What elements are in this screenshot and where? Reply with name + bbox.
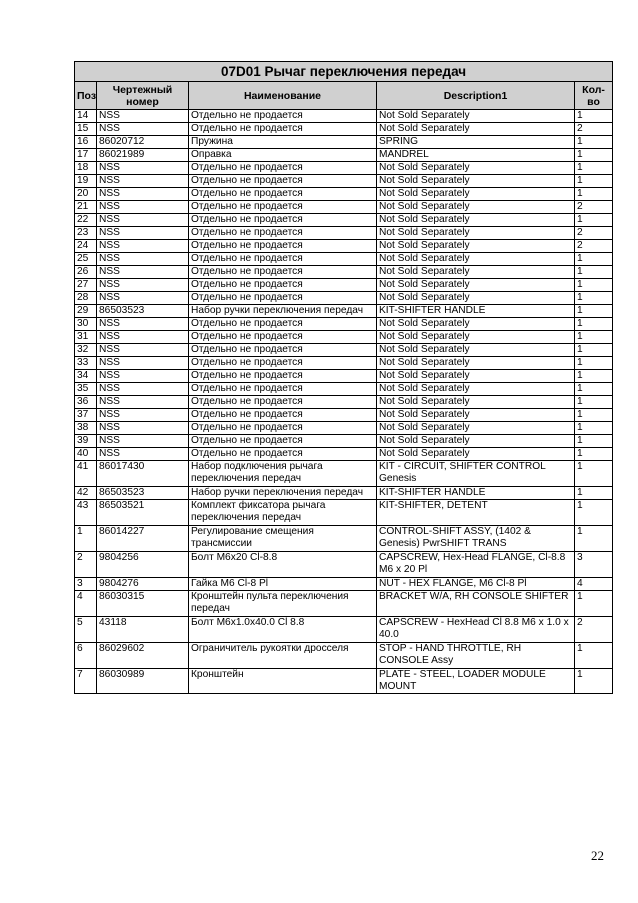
cell-description: Not Sold Separately xyxy=(377,266,575,279)
cell-qty: 2 xyxy=(575,123,613,136)
cell-drawing-number: 86014227 xyxy=(97,526,189,552)
cell-name: Отдельно не продается xyxy=(189,448,377,461)
table-row xyxy=(75,526,613,552)
cell-qty: 1 xyxy=(575,370,613,383)
table-row xyxy=(75,240,613,253)
cell-drawing-number: NSS xyxy=(97,266,189,279)
cell-pos: 22 xyxy=(75,214,97,227)
cell-qty: 1 xyxy=(575,175,613,188)
table-title: 07D01 Рычаг переключения передач xyxy=(75,62,613,82)
table-row xyxy=(75,643,613,669)
cell-pos: 39 xyxy=(75,435,97,448)
cell-qty: 1 xyxy=(575,422,613,435)
cell-drawing-number: NSS xyxy=(97,370,189,383)
cell-drawing-number: 86029602 xyxy=(97,643,189,669)
cell-qty: 1 xyxy=(575,188,613,201)
cell-qty: 1 xyxy=(575,526,613,552)
cell-drawing-number: NSS xyxy=(97,162,189,175)
cell-description: Not Sold Separately xyxy=(377,110,575,123)
cell-description: Not Sold Separately xyxy=(377,331,575,344)
cell-name: Отдельно не продается xyxy=(189,370,377,383)
cell-pos: 6 xyxy=(75,643,97,669)
table-row xyxy=(75,617,613,643)
cell-qty: 1 xyxy=(575,383,613,396)
cell-qty: 1 xyxy=(575,396,613,409)
cell-description: Not Sold Separately xyxy=(377,279,575,292)
cell-qty: 1 xyxy=(575,487,613,500)
table-row xyxy=(75,422,613,435)
cell-description: STOP - HAND THROTTLE, RH CONSOLE Assy xyxy=(377,643,575,669)
cell-pos: 31 xyxy=(75,331,97,344)
cell-description: Not Sold Separately xyxy=(377,214,575,227)
table-row xyxy=(75,461,613,487)
cell-drawing-number: 86030989 xyxy=(97,669,189,694)
table-row xyxy=(75,123,613,136)
cell-description: Not Sold Separately xyxy=(377,188,575,201)
cell-name: Отдельно не продается xyxy=(189,422,377,435)
cell-description: Not Sold Separately xyxy=(377,253,575,266)
cell-qty: 1 xyxy=(575,292,613,305)
cell-name: Болт M6x20 Cl-8.8 xyxy=(189,552,377,578)
table-row xyxy=(75,383,613,396)
cell-pos: 3 xyxy=(75,578,97,591)
cell-drawing-number: NSS xyxy=(97,396,189,409)
cell-pos: 35 xyxy=(75,383,97,396)
cell-drawing-number: NSS xyxy=(97,331,189,344)
cell-drawing-number: NSS xyxy=(97,409,189,422)
cell-drawing-number: 9804256 xyxy=(97,552,189,578)
cell-name: Отдельно не продается xyxy=(189,162,377,175)
cell-pos: 34 xyxy=(75,370,97,383)
cell-drawing-number: 86503521 xyxy=(97,500,189,526)
cell-drawing-number: NSS xyxy=(97,422,189,435)
cell-name: Отдельно не продается xyxy=(189,201,377,214)
cell-description: Not Sold Separately xyxy=(377,409,575,422)
cell-qty: 1 xyxy=(575,305,613,318)
cell-qty: 2 xyxy=(575,617,613,643)
cell-drawing-number: NSS xyxy=(97,383,189,396)
table-row xyxy=(75,162,613,175)
cell-drawing-number: NSS xyxy=(97,188,189,201)
cell-pos: 26 xyxy=(75,266,97,279)
header-drawing-number: Чертежный номер xyxy=(97,82,189,110)
cell-description: BRACKET W/A, RH CONSOLE SHIFTER xyxy=(377,591,575,617)
table-row xyxy=(75,175,613,188)
header-description: Description1 xyxy=(377,82,575,110)
cell-qty: 1 xyxy=(575,149,613,162)
cell-name: Болт M6x1.0x40.0 Cl 8.8 xyxy=(189,617,377,643)
cell-pos: 25 xyxy=(75,253,97,266)
cell-name: Отдельно не продается xyxy=(189,227,377,240)
page-number: 22 xyxy=(591,848,604,863)
cell-pos: 1 xyxy=(75,526,97,552)
table-row xyxy=(75,669,613,694)
cell-pos: 43 xyxy=(75,500,97,526)
cell-qty: 1 xyxy=(575,669,613,694)
table-row xyxy=(75,266,613,279)
cell-drawing-number: NSS xyxy=(97,227,189,240)
cell-pos: 2 xyxy=(75,552,97,578)
cell-pos: 17 xyxy=(75,149,97,162)
cell-description: Not Sold Separately xyxy=(377,162,575,175)
table-row xyxy=(75,409,613,422)
header-pos: Поз xyxy=(75,82,97,110)
table-row xyxy=(75,214,613,227)
table-row xyxy=(75,305,613,318)
cell-description: Not Sold Separately xyxy=(377,344,575,357)
cell-name: Кронштейн xyxy=(189,669,377,694)
table-row xyxy=(75,279,613,292)
cell-drawing-number: 43118 xyxy=(97,617,189,643)
cell-qty: 2 xyxy=(575,240,613,253)
cell-name: Отдельно не продается xyxy=(189,396,377,409)
cell-drawing-number: NSS xyxy=(97,110,189,123)
cell-name: Оправка xyxy=(189,149,377,162)
table-row xyxy=(75,435,613,448)
cell-description: Not Sold Separately xyxy=(377,383,575,396)
table-row xyxy=(75,591,613,617)
table-row xyxy=(75,344,613,357)
cell-name: Набор ручки переключения передач xyxy=(189,305,377,318)
cell-description: CAPSCREW, Hex-Head FLANGE, Cl-8.8 M6 x 20 Pl xyxy=(377,552,575,578)
cell-qty: 1 xyxy=(575,136,613,149)
cell-name: Отдельно не продается xyxy=(189,240,377,253)
cell-pos: 33 xyxy=(75,357,97,370)
cell-drawing-number: NSS xyxy=(97,214,189,227)
cell-drawing-number: NSS xyxy=(97,318,189,331)
cell-pos: 5 xyxy=(75,617,97,643)
cell-qty: 1 xyxy=(575,461,613,487)
cell-name: Набор подключения рычага переключения передач xyxy=(189,461,377,487)
table-row xyxy=(75,487,613,500)
cell-drawing-number: 86020712 xyxy=(97,136,189,149)
table-row xyxy=(75,136,613,149)
cell-description: KIT-SHIFTER HANDLE xyxy=(377,487,575,500)
cell-name: Отдельно не продается xyxy=(189,266,377,279)
cell-name: Отдельно не продается xyxy=(189,357,377,370)
cell-drawing-number: NSS xyxy=(97,240,189,253)
cell-description: KIT - CIRCUIT, SHIFTER CONTROL Genesis xyxy=(377,461,575,487)
table-row xyxy=(75,188,613,201)
cell-qty: 4 xyxy=(575,578,613,591)
table-row xyxy=(75,292,613,305)
cell-pos: 7 xyxy=(75,669,97,694)
cell-qty: 1 xyxy=(575,591,613,617)
cell-pos: 36 xyxy=(75,396,97,409)
cell-drawing-number: NSS xyxy=(97,448,189,461)
cell-description: SPRING xyxy=(377,136,575,149)
cell-drawing-number: 86021989 xyxy=(97,149,189,162)
table-row xyxy=(75,149,613,162)
cell-pos: 27 xyxy=(75,279,97,292)
cell-name: Отдельно не продается xyxy=(189,292,377,305)
cell-name: Отдельно не продается xyxy=(189,175,377,188)
cell-description: CAPSCREW - HexHead Cl 8.8 M6 x 1.0 x 40.0 xyxy=(377,617,575,643)
cell-name: Набор ручки переключения передач xyxy=(189,487,377,500)
cell-pos: 37 xyxy=(75,409,97,422)
cell-description: Not Sold Separately xyxy=(377,175,575,188)
cell-description: KIT-SHIFTER HANDLE xyxy=(377,305,575,318)
cell-drawing-number: NSS xyxy=(97,344,189,357)
cell-description: Not Sold Separately xyxy=(377,201,575,214)
cell-description: Not Sold Separately xyxy=(377,422,575,435)
cell-qty: 1 xyxy=(575,344,613,357)
cell-name: Отдельно не продается xyxy=(189,188,377,201)
cell-qty: 2 xyxy=(575,227,613,240)
cell-qty: 1 xyxy=(575,448,613,461)
cell-description: KIT-SHIFTER, DETENT xyxy=(377,500,575,526)
cell-pos: 30 xyxy=(75,318,97,331)
cell-name: Отдельно не продается xyxy=(189,331,377,344)
cell-drawing-number: NSS xyxy=(97,175,189,188)
cell-pos: 18 xyxy=(75,162,97,175)
cell-name: Пружина xyxy=(189,136,377,149)
table-row xyxy=(75,227,613,240)
cell-pos: 41 xyxy=(75,461,97,487)
parts-table xyxy=(74,61,613,694)
cell-pos: 4 xyxy=(75,591,97,617)
cell-name: Кронштейн пульта переключения передач xyxy=(189,591,377,617)
cell-pos: 28 xyxy=(75,292,97,305)
cell-qty: 1 xyxy=(575,331,613,344)
cell-description: Not Sold Separately xyxy=(377,448,575,461)
cell-qty: 1 xyxy=(575,435,613,448)
cell-name: Отдельно не продается xyxy=(189,253,377,266)
table-row xyxy=(75,110,613,123)
table-row xyxy=(75,448,613,461)
cell-qty: 1 xyxy=(575,253,613,266)
cell-description: Not Sold Separately xyxy=(377,396,575,409)
cell-pos: 42 xyxy=(75,487,97,500)
cell-qty: 1 xyxy=(575,110,613,123)
table-row xyxy=(75,357,613,370)
table-row xyxy=(75,201,613,214)
cell-pos: 29 xyxy=(75,305,97,318)
cell-drawing-number: 9804276 xyxy=(97,578,189,591)
table-row xyxy=(75,318,613,331)
cell-drawing-number: NSS xyxy=(97,201,189,214)
table-row xyxy=(75,578,613,591)
cell-pos: 24 xyxy=(75,240,97,253)
cell-drawing-number: 86503523 xyxy=(97,487,189,500)
cell-description: Not Sold Separately xyxy=(377,123,575,136)
cell-drawing-number: 86030315 xyxy=(97,591,189,617)
table-row xyxy=(75,552,613,578)
table-row xyxy=(75,396,613,409)
cell-drawing-number: NSS xyxy=(97,253,189,266)
cell-name: Отдельно не продается xyxy=(189,110,377,123)
cell-name: Отдельно не продается xyxy=(189,123,377,136)
cell-name: Отдельно не продается xyxy=(189,279,377,292)
cell-name: Отдельно не продается xyxy=(189,318,377,331)
table-row xyxy=(75,331,613,344)
cell-description: PLATE - STEEL, LOADER MODULE MOUNT xyxy=(377,669,575,694)
cell-pos: 21 xyxy=(75,201,97,214)
cell-qty: 1 xyxy=(575,162,613,175)
cell-qty: 1 xyxy=(575,500,613,526)
cell-pos: 14 xyxy=(75,110,97,123)
cell-drawing-number: NSS xyxy=(97,123,189,136)
table-row xyxy=(75,500,613,526)
cell-pos: 19 xyxy=(75,175,97,188)
cell-drawing-number: 86017430 xyxy=(97,461,189,487)
table-row xyxy=(75,253,613,266)
cell-pos: 32 xyxy=(75,344,97,357)
cell-qty: 1 xyxy=(575,643,613,669)
cell-description: NUT - HEX FLANGE, M6 Cl-8 Pl xyxy=(377,578,575,591)
table-row xyxy=(75,370,613,383)
cell-name: Гайка M6 Cl-8 Pl xyxy=(189,578,377,591)
parts-body xyxy=(75,110,613,694)
cell-qty: 3 xyxy=(575,552,613,578)
cell-name: Отдельно не продается xyxy=(189,383,377,396)
cell-name: Регулирование смещения трансмиссии xyxy=(189,526,377,552)
cell-qty: 1 xyxy=(575,266,613,279)
cell-pos: 15 xyxy=(75,123,97,136)
cell-name: Отдельно не продается xyxy=(189,435,377,448)
cell-description: Not Sold Separately xyxy=(377,227,575,240)
cell-description: MANDREL xyxy=(377,149,575,162)
cell-description: Not Sold Separately xyxy=(377,318,575,331)
cell-description: CONTROL-SHIFT ASSY, (1402 & Genesis) PwrSHIFT TRANS xyxy=(377,526,575,552)
cell-qty: 2 xyxy=(575,201,613,214)
cell-description: Not Sold Separately xyxy=(377,357,575,370)
cell-drawing-number: NSS xyxy=(97,292,189,305)
cell-name: Комплект фиксатора рычага переключения передач xyxy=(189,500,377,526)
cell-description: Not Sold Separately xyxy=(377,240,575,253)
header-qty: Кол-во xyxy=(575,82,613,110)
cell-qty: 1 xyxy=(575,357,613,370)
cell-pos: 20 xyxy=(75,188,97,201)
cell-name: Отдельно не продается xyxy=(189,214,377,227)
cell-pos: 40 xyxy=(75,448,97,461)
cell-drawing-number: NSS xyxy=(97,435,189,448)
cell-qty: 1 xyxy=(575,409,613,422)
cell-pos: 23 xyxy=(75,227,97,240)
cell-qty: 1 xyxy=(575,318,613,331)
cell-description: Not Sold Separately xyxy=(377,435,575,448)
cell-description: Not Sold Separately xyxy=(377,292,575,305)
cell-qty: 1 xyxy=(575,279,613,292)
cell-drawing-number: NSS xyxy=(97,357,189,370)
cell-pos: 38 xyxy=(75,422,97,435)
header-name: Наименование xyxy=(189,82,377,110)
cell-name: Ограничитель рукоятки дросселя xyxy=(189,643,377,669)
cell-description: Not Sold Separately xyxy=(377,370,575,383)
cell-qty: 1 xyxy=(575,214,613,227)
cell-drawing-number: NSS xyxy=(97,279,189,292)
cell-pos: 16 xyxy=(75,136,97,149)
cell-drawing-number: 86503523 xyxy=(97,305,189,318)
cell-name: Отдельно не продается xyxy=(189,344,377,357)
cell-name: Отдельно не продается xyxy=(189,409,377,422)
